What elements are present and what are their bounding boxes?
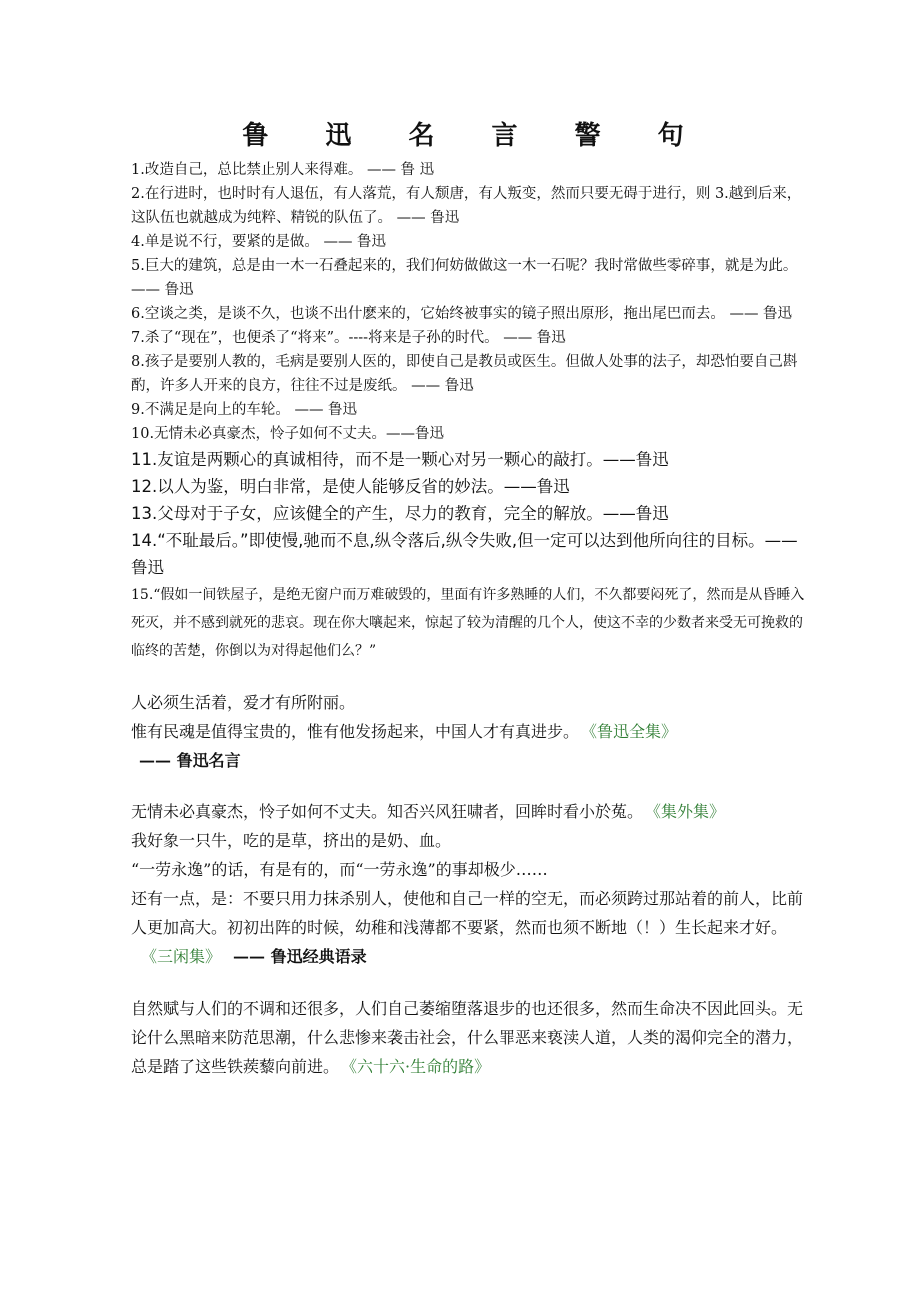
document-page [131, 118, 807, 1081]
section2-line4-source: 《三闲集》 [141, 947, 222, 966]
quote-13: 13.父母对于子女，应该健全的产生，尽力的教育，完全的解放。——鲁迅 [131, 504, 669, 523]
section2-line2: 我好象一只牛，吃的是草，挤出的是奶、血。 [131, 831, 452, 850]
section2-line1 [131, 797, 807, 826]
section1-heading-text: —— 鲁迅名言 [139, 751, 241, 770]
quote-1: 1.改造自己，总比禁止别人来得难。 —— 鲁 迅 [131, 162, 435, 178]
quote-9: 9.不满足是向上的车轮。 —— 鲁迅 [131, 402, 358, 418]
quote-6: 6.空谈之类，是谈不久，也谈不出什麽来的，它始终被事实的镜子照出原形，拖出尾巴而去。 —— 鲁迅 [131, 306, 793, 322]
quote-7: 7.杀了“现在”，也便杀了“将来”。----将来是子孙的时代。 —— 鲁迅 [131, 330, 566, 346]
quotes-small-list [131, 158, 807, 446]
quote-8: 8.孩子是要别人教的，毛病是要别人医的，即使自己是教员或医生。但做人处事的法子，却恐怕要自己斟酌，许多人开来的良方，往往不过是废纸。 —— 鲁迅 [131, 354, 798, 394]
quotes-large-list [131, 446, 807, 581]
quote-15: 15.“假如一间铁屋子，是绝无窗户而万难破毁的，里面有许多熟睡的人们，不久都要闷死了，然而是从昏睡入死灭，并不感到就死的悲哀。现在你大嚷起来，惊起了较为清醒的几个人，使这不幸的少数者来受无可挽救的临终的苦楚，你倒以为对得起他们么？” [131, 587, 805, 659]
section3-paragraph [131, 994, 807, 1081]
section1-source: 《鲁迅全集》 [589, 722, 678, 741]
quote-4: 4.单是说不行，要紧的是做。 —— 鲁迅 [131, 234, 387, 250]
section2-line3: “一劳永逸”的话，有是有的，而“一劳永逸”的事却极少…… [131, 860, 548, 879]
section2-line4 [131, 884, 807, 971]
section2-line4-text: 还有一点，是：不要只用力抹杀别人，使他和自己一样的空无，而必须跨过那站着的前人，比前人更加高大。初初出阵的时候，幼稚和浅薄都不要紧，然而也须不断地（！）生长起来才好。 [131, 889, 804, 937]
quote-11: 11.友谊是两颗心的真诚相待，而不是一颗心对另一颗心的敲打。——鲁迅 [131, 450, 669, 469]
section2-line1-source: 《集外集》 [653, 802, 726, 821]
quote-10: 10.无情未必真豪杰，怜子如何不丈夫。——鲁迅 [131, 426, 445, 442]
quote-14: 14.“不耻最后。”即使慢,驰而不息,纵令落后,纵令失败,但一定可以达到他所向往的目标。——鲁迅 [131, 531, 798, 577]
section1-line2 [131, 717, 807, 746]
section3-source: 《六十六·生命的路》 [349, 1057, 491, 1076]
section2-heading: —— 鲁迅经典语录 [233, 947, 367, 966]
section-mingyan [131, 688, 807, 775]
section-shengming [131, 994, 807, 1081]
spacer [131, 971, 807, 994]
section1-line2-text: 惟有民魂是值得宝贵的，惟有他发扬起来，中国人才有真进步。 [131, 722, 580, 741]
section2-line1-text: 无情未必真豪杰，怜子如何不丈夫。知否兴风狂啸者，回眸时看小於菟。 [131, 802, 644, 821]
page-title: 鲁 迅 名 言 警 句 [242, 121, 708, 151]
quote-5: 5.巨大的建筑，总是由一木一石叠起来的，我们何妨做做这一木一石呢？我时常做些零碎事，就是为此。 —— 鲁迅 [131, 258, 798, 298]
quote-12: 12.以人为鉴，明白非常，是使人能够反省的妙法。——鲁迅 [131, 477, 570, 496]
spacer [131, 775, 807, 797]
section1-line1: 人必须生活着，爱才有所附丽。 [131, 693, 356, 712]
section1-heading [131, 746, 807, 775]
quote-2-3: 2.在行进时，也时时有人退伍，有人落荒，有人颓唐，有人叛变，然而只要无碍于进行，则 3.越到后来，这队伍也就越成为纯粹、精锐的队伍了。 —— 鲁迅 [131, 186, 802, 226]
section-jingdian [131, 797, 807, 971]
spacer [131, 665, 807, 688]
section3-text: 自然赋与人们的不调和还很多，人们自己萎缩堕落退步的也还很多，然而生命决不因此回头。无论什么黑暗来防范思潮，什么悲惨来袭击社会，什么罪恶来亵渎人道，人类的渴仰完全的潜力，总是踏了这些铁蒺藜向前进。 [131, 999, 804, 1076]
